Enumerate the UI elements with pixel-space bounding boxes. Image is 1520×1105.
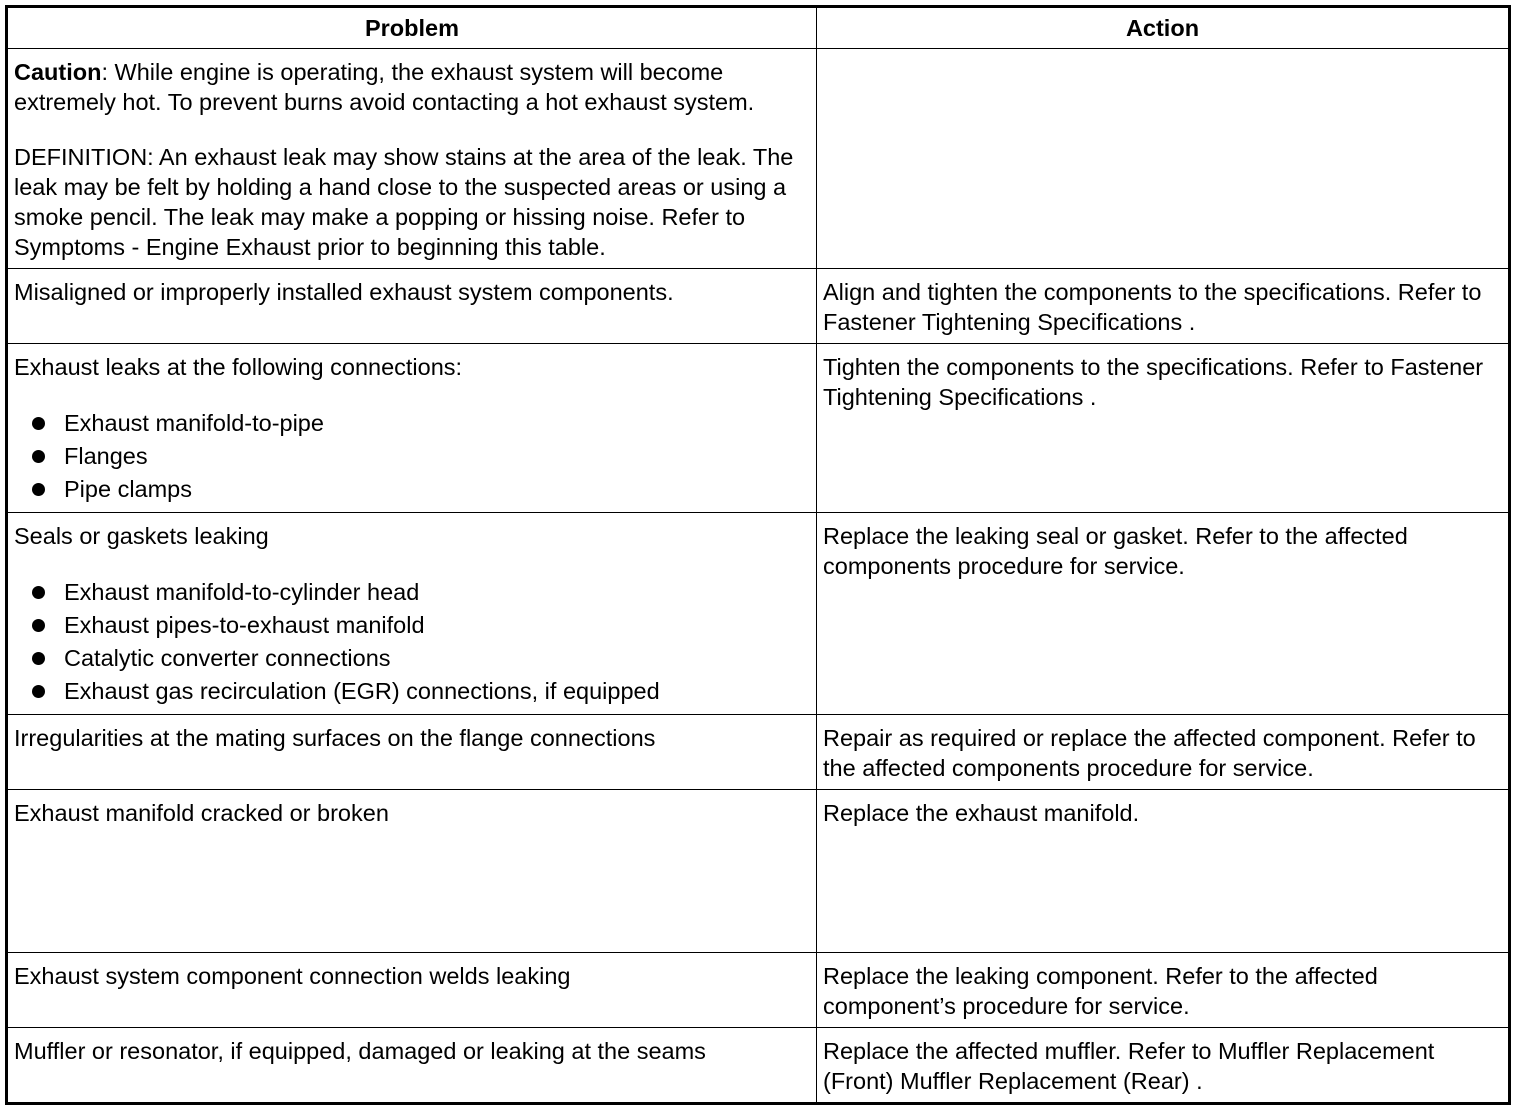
action-text: Tighten the components to the specifications. Refer to Fastener Tightening Specifications .	[823, 354, 1484, 410]
bullet-icon	[32, 417, 45, 430]
problem-cell	[7, 953, 817, 1028]
header-row	[7, 7, 1510, 49]
diagnostic-table	[5, 5, 1511, 1105]
action-text: Replace the leaking seal or gasket. Refer to the affected components procedure for service.	[823, 523, 1408, 579]
bullet-list	[14, 407, 810, 506]
problem-text: Exhaust manifold cracked or broken	[14, 800, 389, 826]
problem-cell	[7, 344, 817, 513]
table-row	[7, 49, 1510, 269]
bullet-icon	[32, 619, 45, 632]
caution-text: : While engine is operating, the exhaust system will become extremely hot. To prevent burns avoid contacting a hot exhaust system.	[14, 59, 755, 115]
list-item: Catalytic converter connections	[14, 642, 810, 675]
problem-cell	[7, 790, 817, 953]
list-item: Exhaust manifold-to-cylinder head	[14, 576, 810, 609]
problem-text: Exhaust system component connection welds leaking	[14, 963, 571, 989]
action-column-header: Action	[817, 7, 1510, 49]
action-text: Replace the affected muffler. Refer to Muffler Replacement (Front) Muffler Replacement (Rear) .	[823, 1038, 1435, 1094]
table-row	[7, 513, 1510, 715]
list-item: Exhaust gas recirculation (EGR) connections, if equipped	[14, 675, 810, 708]
problem-cell	[7, 715, 817, 790]
bullet-icon	[32, 685, 45, 698]
action-cell	[817, 513, 1510, 715]
action-text: Replace the leaking component. Refer to the affected component’s procedure for service.	[823, 963, 1378, 1019]
action-cell	[817, 1028, 1510, 1104]
definition-note: DEFINITION: An exhaust leak may show stains at the area of the leak. The leak may be felt by holding a hand close to the suspected areas or using a smoke pencil. The leak may make a popping or hissing noise. Refer to Symptoms - Engine Exhaust prior to beginning this table.	[14, 144, 794, 260]
problem-cell	[7, 1028, 817, 1104]
action-cell	[817, 953, 1510, 1028]
action-cell	[817, 790, 1510, 953]
table-row	[7, 344, 1510, 513]
problem-text: Muffler or resonator, if equipped, damaged or leaking at the seams	[14, 1038, 706, 1064]
problem-cell	[7, 513, 817, 715]
list-item: Pipe clamps	[14, 473, 810, 506]
problem-cell	[7, 49, 817, 269]
table-row	[7, 269, 1510, 344]
action-cell	[817, 344, 1510, 513]
table-row	[7, 1028, 1510, 1104]
bullet-icon	[32, 586, 45, 599]
caution-note	[14, 57, 810, 117]
table-row	[7, 953, 1510, 1028]
list-item: Flanges	[14, 440, 810, 473]
list-item: Exhaust pipes-to-exhaust manifold	[14, 609, 810, 642]
bullet-icon	[32, 483, 45, 496]
bullet-icon	[32, 652, 45, 665]
problem-text: Exhaust leaks at the following connections:	[14, 354, 463, 380]
action-text: Repair as required or replace the affected component. Refer to the affected components procedure for service.	[823, 725, 1476, 781]
problem-column-header: Problem	[7, 7, 817, 49]
action-cell	[817, 49, 1510, 269]
action-cell	[817, 269, 1510, 344]
bullet-icon	[32, 450, 45, 463]
action-text: Replace the exhaust manifold.	[823, 800, 1140, 826]
bullet-list	[14, 576, 810, 708]
table-row	[7, 715, 1510, 790]
problem-cell	[7, 269, 817, 344]
problem-text: Irregularities at the mating surfaces on the flange connections	[14, 725, 656, 751]
action-cell	[817, 715, 1510, 790]
problem-text: Misaligned or improperly installed exhaust system components.	[14, 279, 674, 305]
problem-text: Seals or gaskets leaking	[14, 523, 269, 549]
list-item: Exhaust manifold-to-pipe	[14, 407, 810, 440]
action-text: Align and tighten the components to the specifications. Refer to Fastener Tightening Specifications .	[823, 279, 1482, 335]
caution-label: Caution	[14, 59, 102, 85]
table-row	[7, 790, 1510, 953]
